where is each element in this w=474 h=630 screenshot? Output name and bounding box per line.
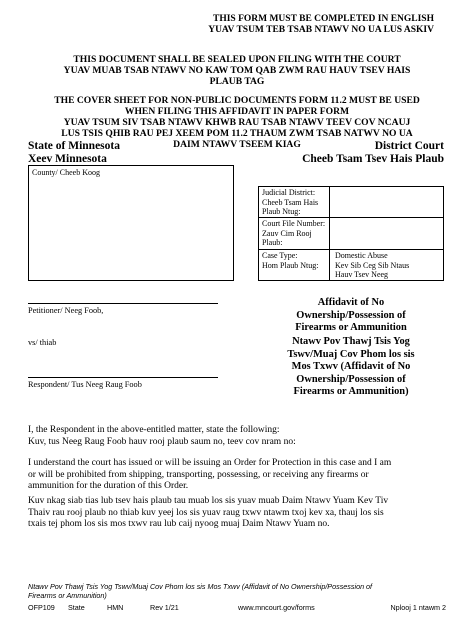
label-line: Plaub: bbox=[262, 238, 283, 247]
court-line: District Court bbox=[374, 140, 444, 152]
title-line: Ntawv Pov Thawj Tsis Yog bbox=[292, 336, 410, 347]
seal-notice bbox=[30, 54, 444, 87]
label-line: Zauv Cim Rooj bbox=[262, 228, 312, 238]
respondent-statement bbox=[28, 425, 448, 448]
state-line: State of Minnesota bbox=[28, 140, 120, 152]
page-number: Nplooj 1 ntawm 2 bbox=[390, 603, 446, 612]
petitioner-label: Petitioner/ Neeg Foob, bbox=[28, 306, 104, 315]
footer-form-title bbox=[28, 582, 448, 600]
cover-line: YUAV TSUM SIV TSAB NTAWV KHWB RAU TSAB NTAWV TEEV COV NCAUJ bbox=[63, 117, 411, 128]
label-line: Plaub Ntug: bbox=[262, 207, 301, 216]
value-line: Kev Sib Ceg Sib Ntaus bbox=[335, 260, 410, 270]
case-type-label bbox=[262, 251, 318, 270]
paragraph-line: Thaiv rau rooj plaub no thiab kuv yeej los sis yuav raug txwv ntawm txoj kev xa, thauj los sis bbox=[28, 507, 384, 518]
english-requirement-notice bbox=[208, 14, 434, 36]
label-line: Cheeb Tsam Hais bbox=[262, 197, 319, 207]
label-line: Court File Number: bbox=[262, 219, 326, 228]
petitioner-name-line[interactable] bbox=[28, 303, 218, 304]
notice-line: YUAV TSUM TEB TSAB NTAWV NO UA LUS ASKIV bbox=[208, 25, 434, 35]
row-divider bbox=[259, 249, 443, 250]
cover-line: LUS TSIS QHIB RAU PEJ XEEM POM 11.2 THAUM ZWM TSAB NATWV NO UA bbox=[61, 128, 413, 139]
paragraph-line: I understand the court has issued or will be issuing an Order for Protection in this case and I am bbox=[28, 458, 392, 468]
footer-language: HMN bbox=[107, 603, 124, 612]
value-line: Hauv Tsev Neeg bbox=[335, 270, 389, 279]
paragraph-english bbox=[28, 458, 448, 493]
title-line: Ownership/Possession of bbox=[296, 309, 406, 321]
paragraph-hmong bbox=[28, 496, 448, 531]
form-id: OFP109 bbox=[28, 603, 55, 612]
state-heading bbox=[28, 140, 120, 165]
court-file-number-field[interactable] bbox=[331, 219, 441, 247]
judicial-district-field[interactable] bbox=[331, 188, 441, 216]
label-line: Judicial District: bbox=[262, 188, 316, 197]
title-line: Affidavit of No bbox=[317, 297, 385, 308]
respondent-name-line[interactable] bbox=[28, 377, 218, 378]
court-heading bbox=[302, 140, 444, 165]
paragraph-line: Kuv nkag siab tias lub tsev hais plaub tau muab los sis yuav muab Daim Ntawv Yuam Kev Tiv bbox=[28, 496, 389, 506]
cover-line: WHEN FILING THIS AFFIDAVIT IN PAPER FORM bbox=[124, 106, 350, 117]
title-line: Firearms or Ammunition bbox=[295, 322, 407, 333]
paragraph-line: ammunition for the duration of this Order. bbox=[28, 481, 189, 491]
case-info-box bbox=[258, 186, 444, 281]
statement-english: I, the Respondent in the above-entitled matter, state the following: bbox=[28, 425, 280, 435]
judicial-district-label bbox=[262, 188, 318, 217]
cover-line: THE COVER SHEET FOR NON-PUBLIC DOCUMENTS FORM 11.2 MUST BE USED bbox=[54, 95, 420, 106]
forms-url[interactable]: www.mncourt.gov/forms bbox=[238, 603, 315, 612]
title-line: Tswv/Muaj Cov Phom los sis bbox=[287, 348, 415, 360]
seal-line: YUAV MUAB TSAB NTAWV NO KAW TOM QAB ZWM RAU HAUV TSEV HAIS bbox=[63, 65, 411, 76]
footer-note-line: Ntawv Pov Thawj Tsis Yog Tswv/Muaj Cov Phom los sis Mos Txwv (Affidavit of No Ownership/Possession of bbox=[28, 582, 373, 591]
value-line: Domestic Abuse bbox=[335, 251, 388, 260]
title-line: Firearms or Ammunition) bbox=[293, 386, 409, 397]
versus-label: vs/ thiab bbox=[28, 338, 57, 347]
column-divider bbox=[329, 187, 330, 280]
paragraph-line: txais tej phom los sis mos txwv rau lub caij nyoog muaj Daim Ntawv Yuam no. bbox=[28, 519, 330, 529]
revision-date: Rev 1/21 bbox=[150, 603, 179, 612]
respondent-label: Respondent/ Tus Neeg Raug Foob bbox=[28, 380, 142, 389]
state-line: Xeev Minnesota bbox=[28, 152, 107, 165]
title-line: Ownership/Possession of bbox=[296, 373, 406, 385]
seal-line: THIS DOCUMENT SHALL BE SEALED UPON FILING WITH THE COURT bbox=[73, 54, 401, 65]
notice-line: THIS FORM MUST BE COMPLETED IN ENGLISH bbox=[212, 14, 434, 24]
row-divider bbox=[259, 217, 443, 218]
affidavit-title-hmong bbox=[246, 336, 456, 399]
footer-state: State bbox=[68, 603, 85, 612]
label-line: Hom Plaub Ntug: bbox=[262, 260, 319, 270]
paragraph-line: or will be prohibited from shipping, transporting, possessing, or receiving any firearms or bbox=[28, 469, 369, 480]
title-line: Mos Txwv (Affidavit of No bbox=[291, 361, 411, 372]
seal-line: PLAUB TAG bbox=[209, 76, 265, 87]
court-file-number-label bbox=[262, 219, 325, 248]
cover-line: DAIM NTAWV TSEEM KIAG bbox=[173, 139, 301, 150]
footer-note-line: Firearms or Ammunition) bbox=[28, 591, 107, 600]
county-field[interactable] bbox=[28, 165, 234, 281]
county-label: County/ Cheeb Koog bbox=[32, 168, 100, 177]
statement-hmong: Kuv, tus Neeg Raug Foob hauv rooj plaub saum no, teev cov nram no: bbox=[28, 436, 296, 447]
affidavit-title-english bbox=[246, 297, 456, 335]
case-type-value bbox=[335, 251, 409, 280]
label-line: Case Type: bbox=[262, 251, 298, 260]
court-line: Cheeb Tsam Tsev Hais Plaub bbox=[302, 152, 444, 165]
